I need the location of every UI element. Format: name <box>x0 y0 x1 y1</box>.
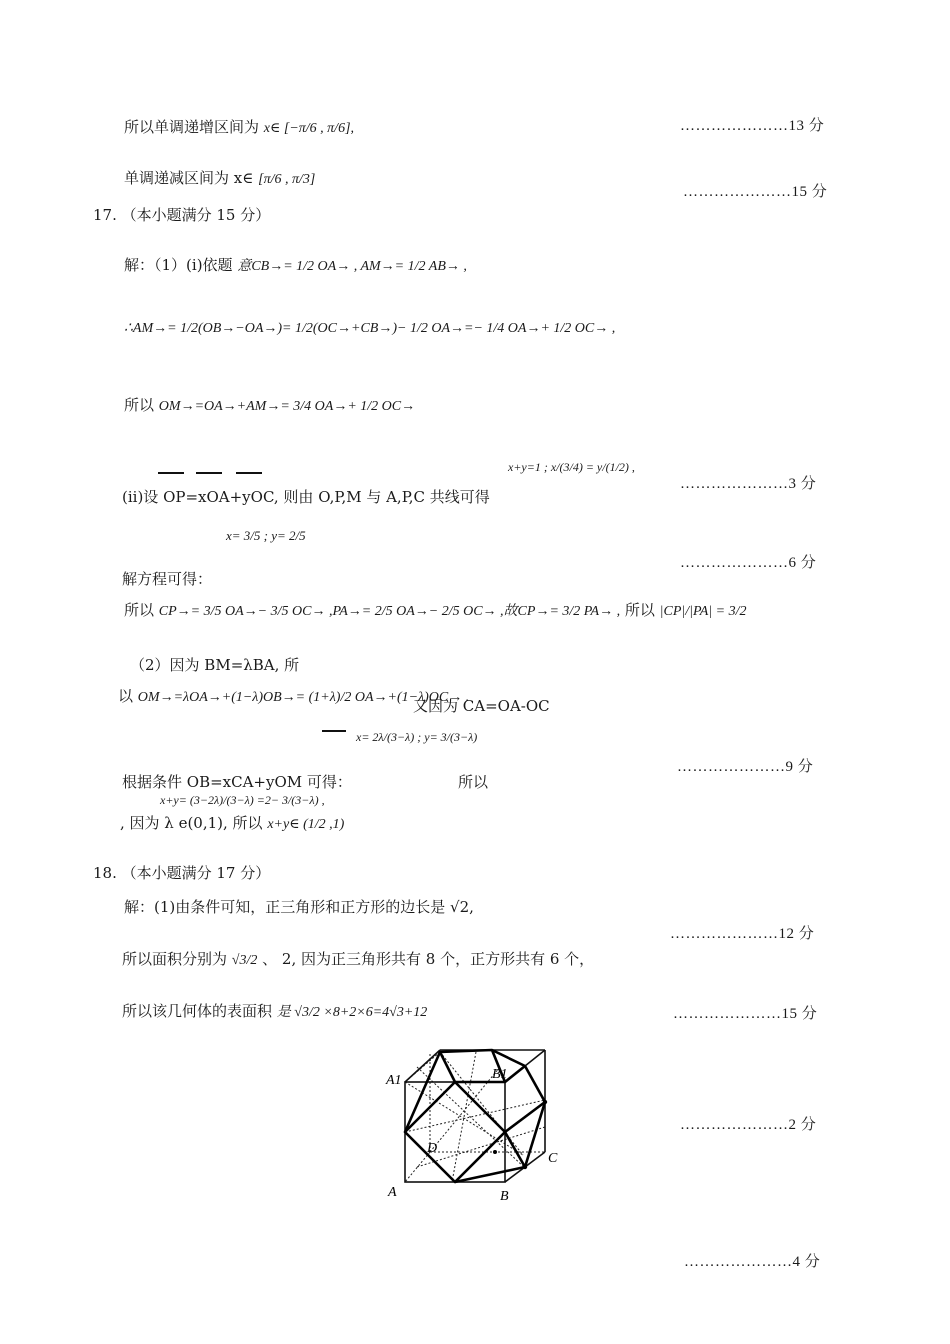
q17-line4: (ii)设 OP=xOA+yOC, 则由 O,P,M 与 A,P,C 共线可得 <box>122 488 490 506</box>
vector-math: OM→=OA→+AM→= 3/4 OA→+ 1/2 OC→ <box>158 399 416 414</box>
line-increasing-interval <box>124 116 354 137</box>
line-text: 所以 <box>124 601 155 619</box>
q18-line1: 解：(1)由条件可知，正三角形和正方形的边长是 √2, <box>124 898 474 916</box>
score-15b: …………………15 分 <box>673 1006 818 1022</box>
equation-system-3: x= 2λ/(3−λ) ; y= 3/(3−λ) <box>356 730 478 744</box>
q17-title: 17. （本小题满分 15 分） <box>93 206 271 224</box>
label-b1: B1 <box>492 1067 508 1082</box>
line-text: 所以 <box>124 396 155 414</box>
q17-line9: 根据条件 OB=xCA+yOM 可得： <box>122 773 352 791</box>
overbar-oa <box>196 472 222 474</box>
q18-line3 <box>122 1000 427 1021</box>
q17-line9-text2: 所以 <box>458 773 489 791</box>
equation-system-2: x= 3/5 ; y= 2/5 <box>226 528 306 543</box>
line-text: 所以 <box>624 601 655 619</box>
line-text: 所以面积分别为 <box>122 950 228 968</box>
system3-rule <box>322 730 346 732</box>
label-a1: A1 <box>386 1073 402 1088</box>
line-text: , 因为 λ e(0,1), 所以 <box>120 814 263 832</box>
vector-math: OM→=λOA→+(1−λ)OB→= (1+λ)/2 OA→+(1−λ)OC→ . <box>137 690 470 705</box>
line-text: 解：（1）(i)依题 <box>124 256 233 274</box>
label-a: A <box>388 1185 397 1200</box>
label-b: B <box>500 1189 509 1204</box>
line-text: 单调递减区间为 x∈ <box>124 169 254 187</box>
line-text: 所以单调递增区间为 <box>124 118 260 136</box>
q17-line1 <box>124 254 467 275</box>
label-d: D <box>427 1141 438 1156</box>
score-12: …………………12 分 <box>670 926 815 942</box>
range-math: x+y∈ (1/2 ,1) <box>267 817 345 832</box>
cuboctahedron-figure <box>380 1040 570 1205</box>
q17-line3 <box>124 394 415 415</box>
score-3: …………………3 分 <box>680 476 817 492</box>
score-4: …………………4 分 <box>684 1254 821 1270</box>
line-text: 所以该几何体的表面积 <box>122 1002 273 1020</box>
equation-system-1: x+y=1 ; x/(3/4) = y/(1/2) , <box>508 460 635 474</box>
q17-line2: ∴AM→= 1/2(OB→−OA→)= 1/2(OC→+CB→)− 1/2 OA→=− 1/4 OA→+ 1/2 OC→ , <box>124 321 616 336</box>
q18-line2 <box>122 948 594 969</box>
q17-line7: （2）因为 BM=λBA, 所 <box>130 656 300 674</box>
surface-area-math: 是 √3/2 ×8+2×6=4√3+12 <box>276 1005 428 1020</box>
line-decreasing-interval <box>124 167 315 188</box>
q17-line11 <box>120 812 344 833</box>
score-6: …………………6 分 <box>680 555 817 571</box>
q17-line6 <box>124 599 746 620</box>
ratio-math: |CP|/|PA| = 3/2 <box>659 604 747 619</box>
overbar-op <box>158 472 184 474</box>
interval-math: [π/6 , π/3] <box>258 172 316 187</box>
overbar-oc <box>236 472 262 474</box>
area-math: √3/2 <box>231 953 258 968</box>
q17-line8-text: 又因为 CA=OA-OC <box>413 697 550 715</box>
score-13: …………………13 分 <box>680 118 825 134</box>
vector-math: CP→= 3/5 OA→− 3/5 OC→ ,PA→= 2/5 OA→− 2/5 OC→ ,故CP→= 3/2 PA→ , <box>158 604 621 619</box>
vector-math: 意CB→= 1/2 OA→ , AM→= 1/2 AB→ , <box>237 259 467 274</box>
label-c: C <box>548 1151 558 1166</box>
q17-line5: 解方程可得： <box>122 570 213 588</box>
line-text: 、 2, 因为正三角形共有 8 个，正方形共有 6 个， <box>262 950 595 968</box>
score-15a: …………………15 分 <box>683 184 828 200</box>
q17-line10: x+y= (3−2λ)/(3−λ) =2− 3/(3−λ) , <box>160 793 325 807</box>
score-2: …………………2 分 <box>680 1117 817 1133</box>
line-text: 以 <box>118 687 134 705</box>
interval-math: x∈ [−π/6 , π/6], <box>263 121 355 136</box>
q18-title: 18. （本小题满分 17 分） <box>93 864 271 882</box>
score-9: …………………9 分 <box>677 759 814 775</box>
